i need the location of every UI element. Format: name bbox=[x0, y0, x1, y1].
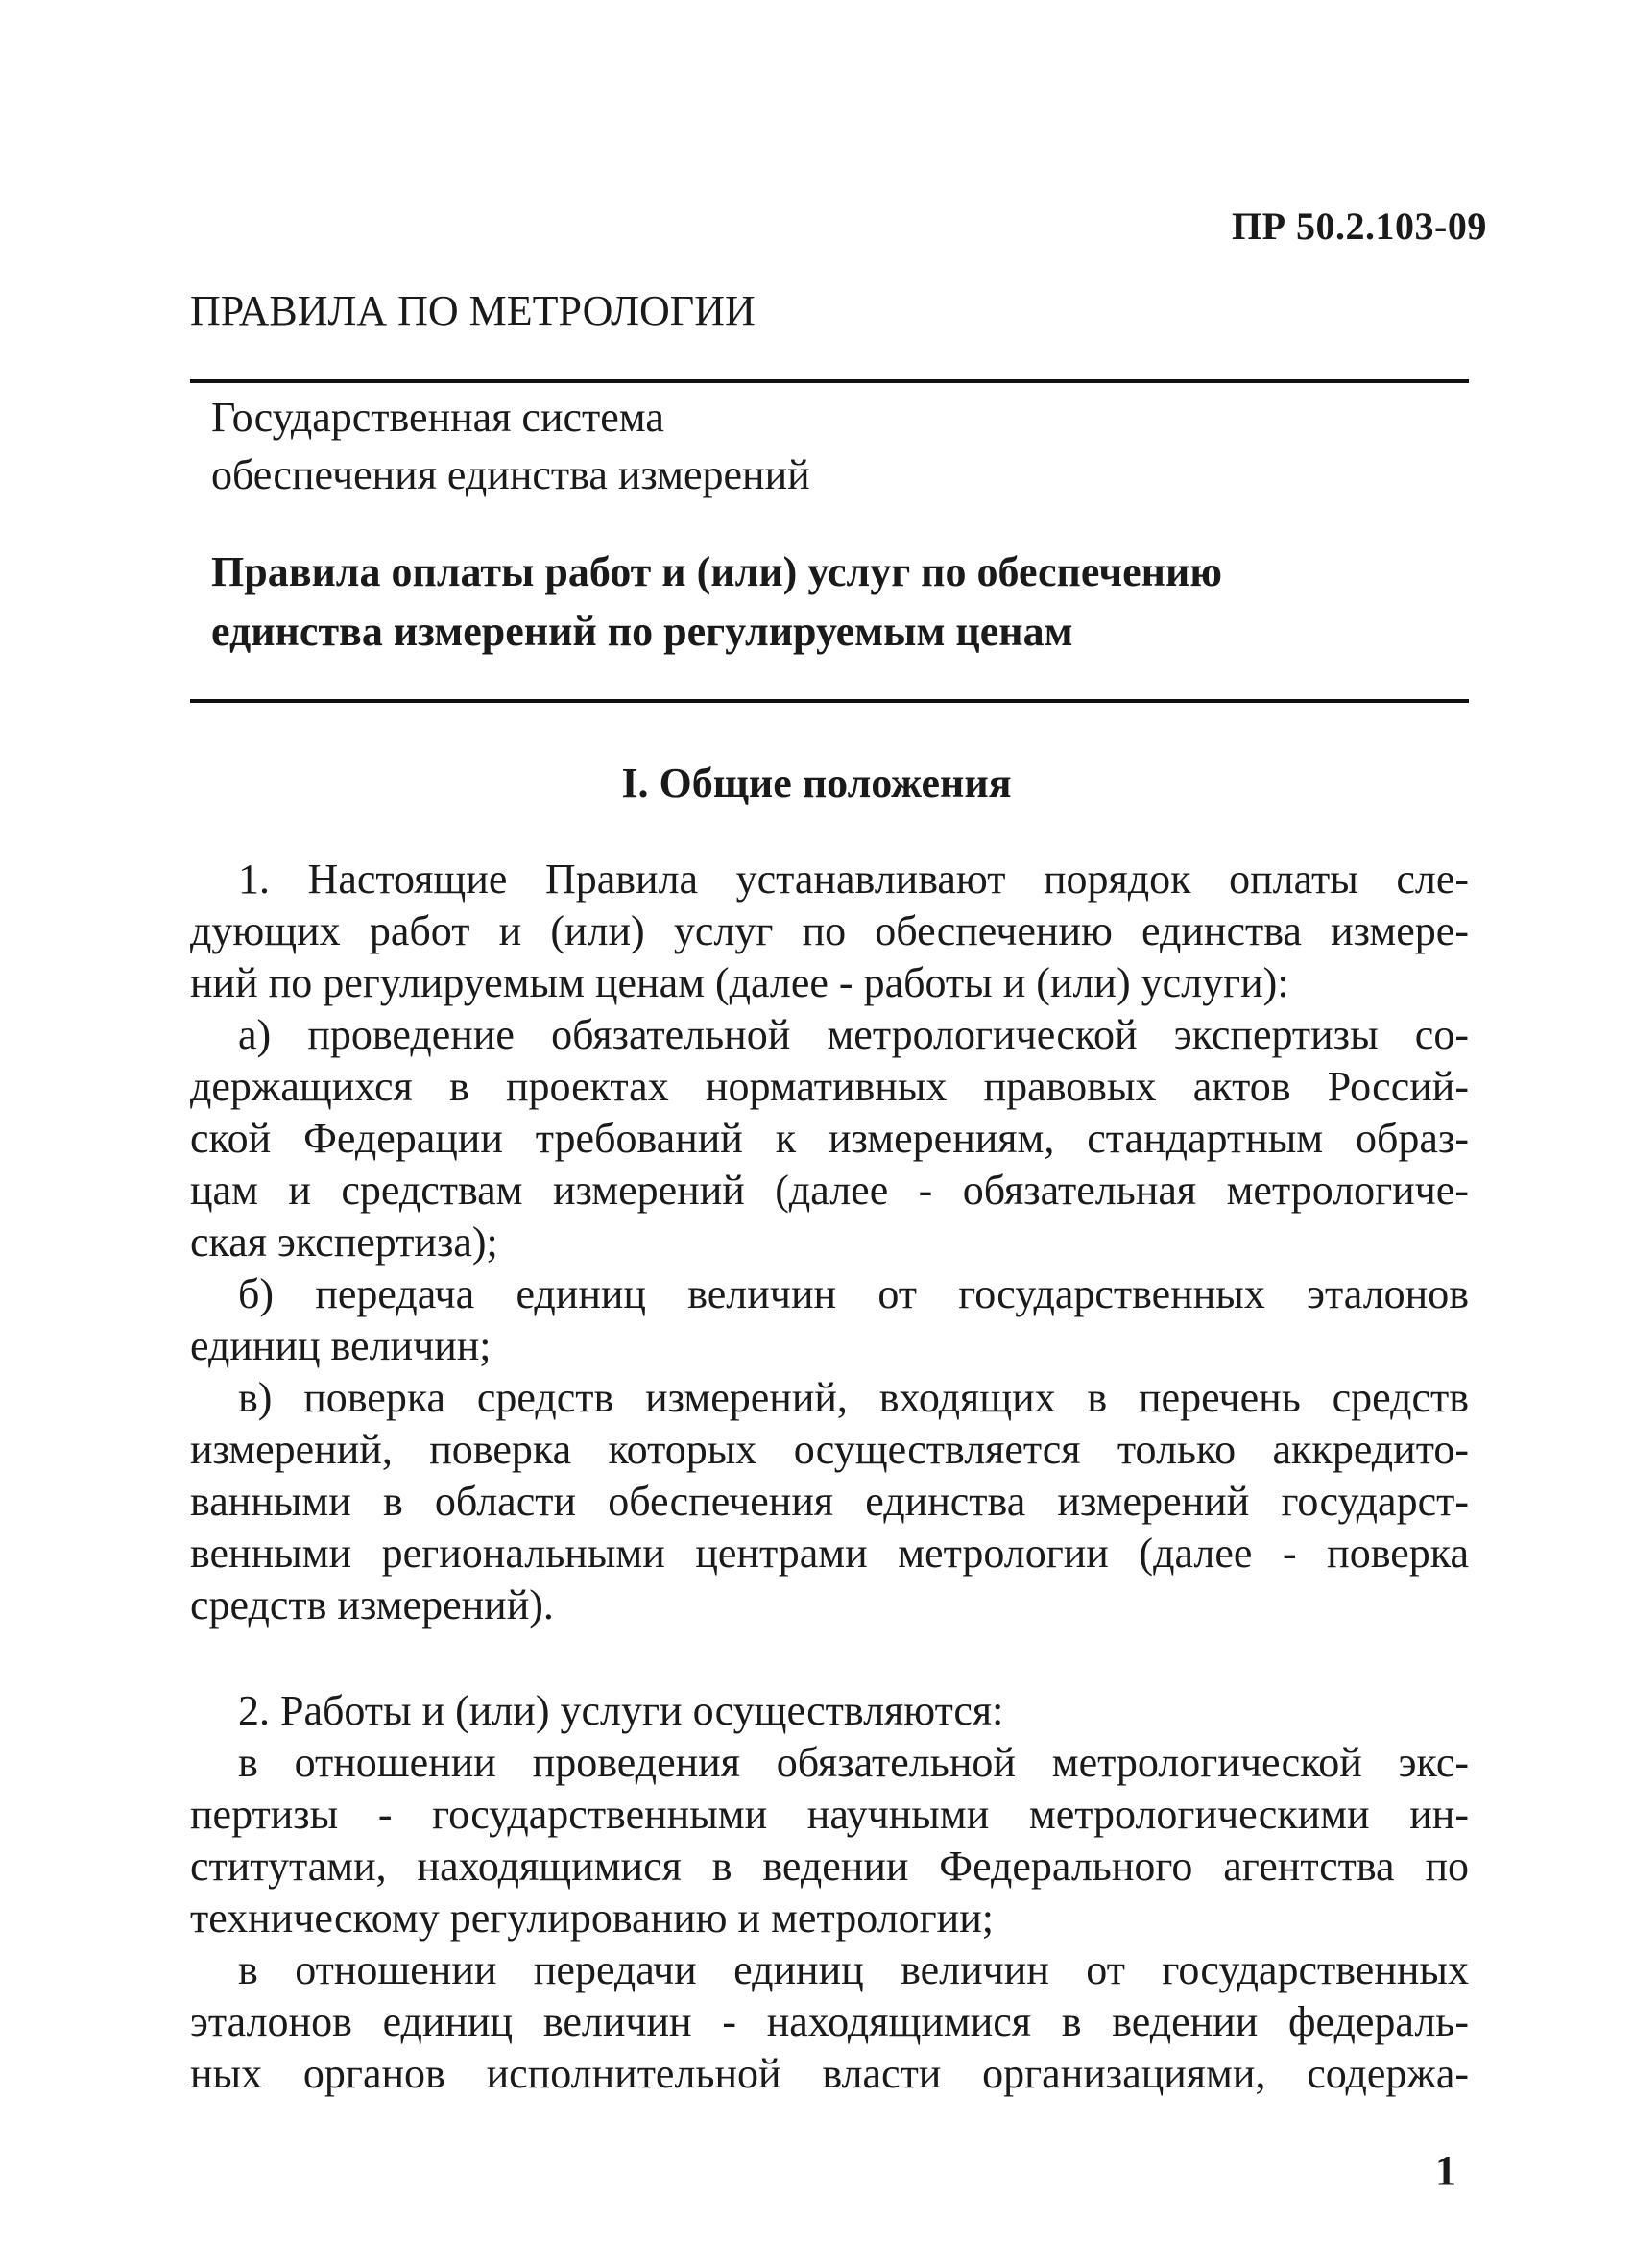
paragraph-line: единиц величин; bbox=[190, 1322, 492, 1369]
title-line: Правила оплаты работ и (или) услуг по обеспечению bbox=[211, 548, 1222, 595]
paragraph-line: венными региональными центрами метрологии (далее - поверка bbox=[190, 1530, 1469, 1577]
paragraph-line: 2. Работы и (или) услуги осуществляются: bbox=[238, 1687, 1004, 1734]
document-code: ПР 50.2.103-09 bbox=[1232, 205, 1487, 248]
page-number: 1 bbox=[1435, 2147, 1456, 2194]
paragraph-line: ванными в области обеспечения единства измерений государст- bbox=[190, 1478, 1469, 1525]
system-line: Государственная система bbox=[211, 394, 664, 441]
system-name bbox=[211, 389, 810, 504]
paragraph-line: 1. Настоящие Правила устанавливают порядок оплаты сле- bbox=[238, 856, 1469, 903]
paragraph-line: средств измерений). bbox=[190, 1581, 554, 1629]
paragraph-line: ской Федерации требований к измерениям, стандартным образ- bbox=[190, 1115, 1469, 1162]
system-line: обеспечения единства измерений bbox=[211, 451, 810, 498]
paragraph-line: б) передача единиц величин от государственных эталонов bbox=[238, 1270, 1469, 1317]
paragraph-line: ститутами, находящимися в ведении Федерального агентства по bbox=[190, 1843, 1469, 1890]
paragraph-line: держащихся в проектах нормативных правовых актов Россий- bbox=[190, 1063, 1469, 1110]
paragraph-line: ных органов исполнительной власти организациями, содержа- bbox=[190, 2050, 1469, 2097]
paragraph-line: цам и средствам измерений (далее - обязательная метрологиче- bbox=[190, 1167, 1469, 1214]
paragraph-line: а) проведение обязательной метрологической экспертизы со- bbox=[238, 1011, 1469, 1058]
top-divider bbox=[190, 379, 1469, 383]
section-heading: I. Общие положения bbox=[621, 760, 1012, 807]
series-heading: ПРАВИЛА ПО МЕТРОЛОГИИ bbox=[190, 287, 756, 334]
title-line: единства измерений по регулируемым ценам bbox=[211, 608, 1073, 655]
paragraph-line: ская экспертиза); bbox=[190, 1218, 498, 1266]
paragraph-line: в отношении передачи единиц величин от государственных bbox=[238, 1946, 1469, 1993]
paragraph-line: техническому регулированию и метрологии; bbox=[190, 1894, 994, 1942]
paragraph-line: дующих работ и (или) услуг по обеспечению единства измере- bbox=[190, 907, 1469, 954]
paragraph-line: измерений, поверка которых осуществляется только аккредито- bbox=[190, 1426, 1469, 1473]
paragraph-line: пертизы - государственными научными метрологическими ин- bbox=[190, 1791, 1469, 1838]
bottom-divider bbox=[190, 699, 1469, 703]
paragraph-line: эталонов единиц величин - находящимися в ведении федераль- bbox=[190, 1998, 1469, 2045]
document-title bbox=[211, 543, 1222, 662]
paragraph-line: ний по регулируемым ценам (далее - работы и (или) услуги): bbox=[190, 959, 1289, 1006]
paragraph-line: в) поверка средств измерений, входящих в перечень средств bbox=[238, 1374, 1469, 1421]
paragraph-line: в отношении проведения обязательной метрологической экс- bbox=[238, 1739, 1469, 1786]
